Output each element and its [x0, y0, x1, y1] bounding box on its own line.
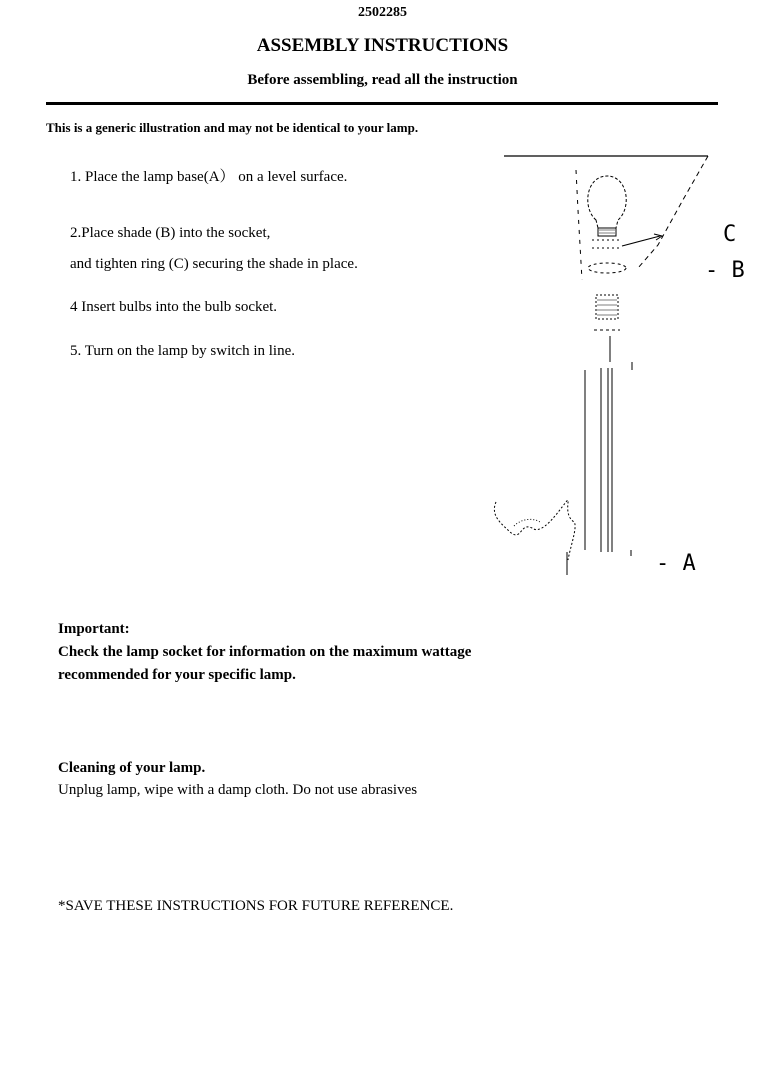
page-title: ASSEMBLY INSTRUCTIONS: [256, 35, 509, 56]
header-divider: [46, 102, 718, 105]
illustration-disclaimer: This is a generic illustration and may not be identical to your lamp.: [46, 120, 419, 135]
important-text-line-1: Check the lamp socket for information on the maximum wattage: [58, 644, 472, 660]
step-4: 4 Insert bulbs into the bulb socket.: [70, 299, 278, 315]
lamp-shade: [504, 156, 708, 280]
label-shade-b: - B: [705, 258, 745, 283]
page-subtitle: Before assembling, read all the instruction: [247, 72, 518, 88]
step-5: 5. Turn on the lamp by switch in line.: [70, 343, 295, 359]
step-2-line-2: and tighten ring (C) securing the shade in place.: [70, 256, 358, 272]
step-1: 1. Place the lamp base(A） on a level surface.: [70, 169, 348, 185]
cleaning-text: Unplug lamp, wipe with a damp cloth. Do not use abrasives: [58, 782, 418, 798]
save-instructions-note: *SAVE THESE INSTRUCTIONS FOR FUTURE REFERENCE.: [58, 898, 454, 914]
socket-assembly: [588, 263, 626, 330]
lamp-pole: [567, 336, 632, 575]
product-code: 2502285: [358, 5, 407, 20]
light-bulb-icon: [588, 176, 626, 236]
important-heading: Important:: [58, 621, 130, 637]
lamp-diagram: [488, 150, 765, 580]
label-base-a: - A: [656, 551, 696, 576]
cleaning-heading: Cleaning of your lamp.: [58, 760, 206, 776]
label-ring-c: C: [723, 222, 737, 247]
important-text-line-2: recommended for your specific lamp.: [58, 667, 296, 683]
power-cord: [494, 500, 575, 560]
step-2-line-1: 2.Place shade (B) into the socket,: [70, 225, 271, 241]
